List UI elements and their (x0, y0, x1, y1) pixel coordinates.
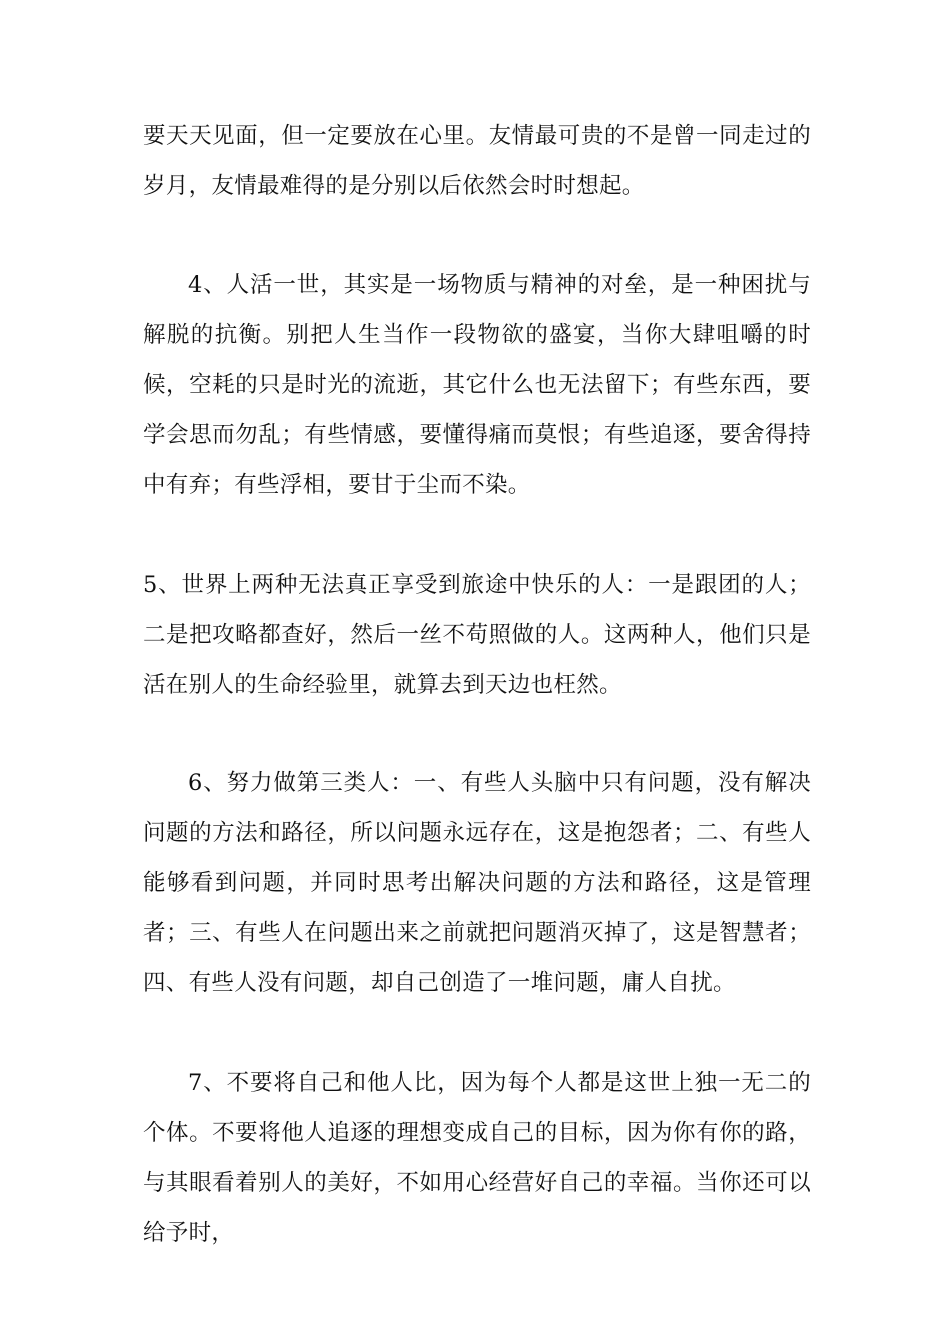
paragraph-item-4: 4、人活一世，其实是一场物质与精神的对垒，是一种困扰与解脱的抗衡。别把人生当作一段物欲的盛宴，当你大肆咀嚼的时候，空耗的只是时光的流逝，其它什么也无法留下；有些东西，要学会思而勿乱；有些情感，要懂得痛而莫恨；有些追逐，要舍得持中有弃；有些浮相，要甘于尘而不染。 (143, 272, 811, 498)
paragraph-item-6: 6、努力做第三类人：一、有些人头脑中只有问题，没有解决问题的方法和路径，所以问题永远存在，这是抱怨者；二、有些人能够看到问题，并同时思考出解决问题的方法和路径，这是管理者；三、有些人在问题出来之前就把问题消灭掉了，这是智慧者；四、有些人没有问题，却自己创造了一堆问题，庸人自扰。 (143, 770, 811, 996)
paragraph-item-5: 5、世界上两种无法真正享受到旅途中快乐的人：一是跟团的人；二是把攻略都查好，然后一丝不苟照做的人。这两种人，他们只是活在别人的生命经验里，就算去到天边也枉然。 (143, 572, 811, 698)
paragraph-item-7: 7、不要将自己和他人比，因为每个人都是这世上独一无二的个体。不要将他人追逐的理想变成自己的目标，因为你有你的路，与其眼看着别人的美好，不如用心经营好自己的幸福。当你还可以给予时， (143, 1070, 811, 1246)
paragraph-continued: 要天天见面，但一定要放在心里。友情最可贵的不是曾一同走过的岁月，友情最难得的是分别以后依然会时时想起。 (143, 123, 811, 199)
